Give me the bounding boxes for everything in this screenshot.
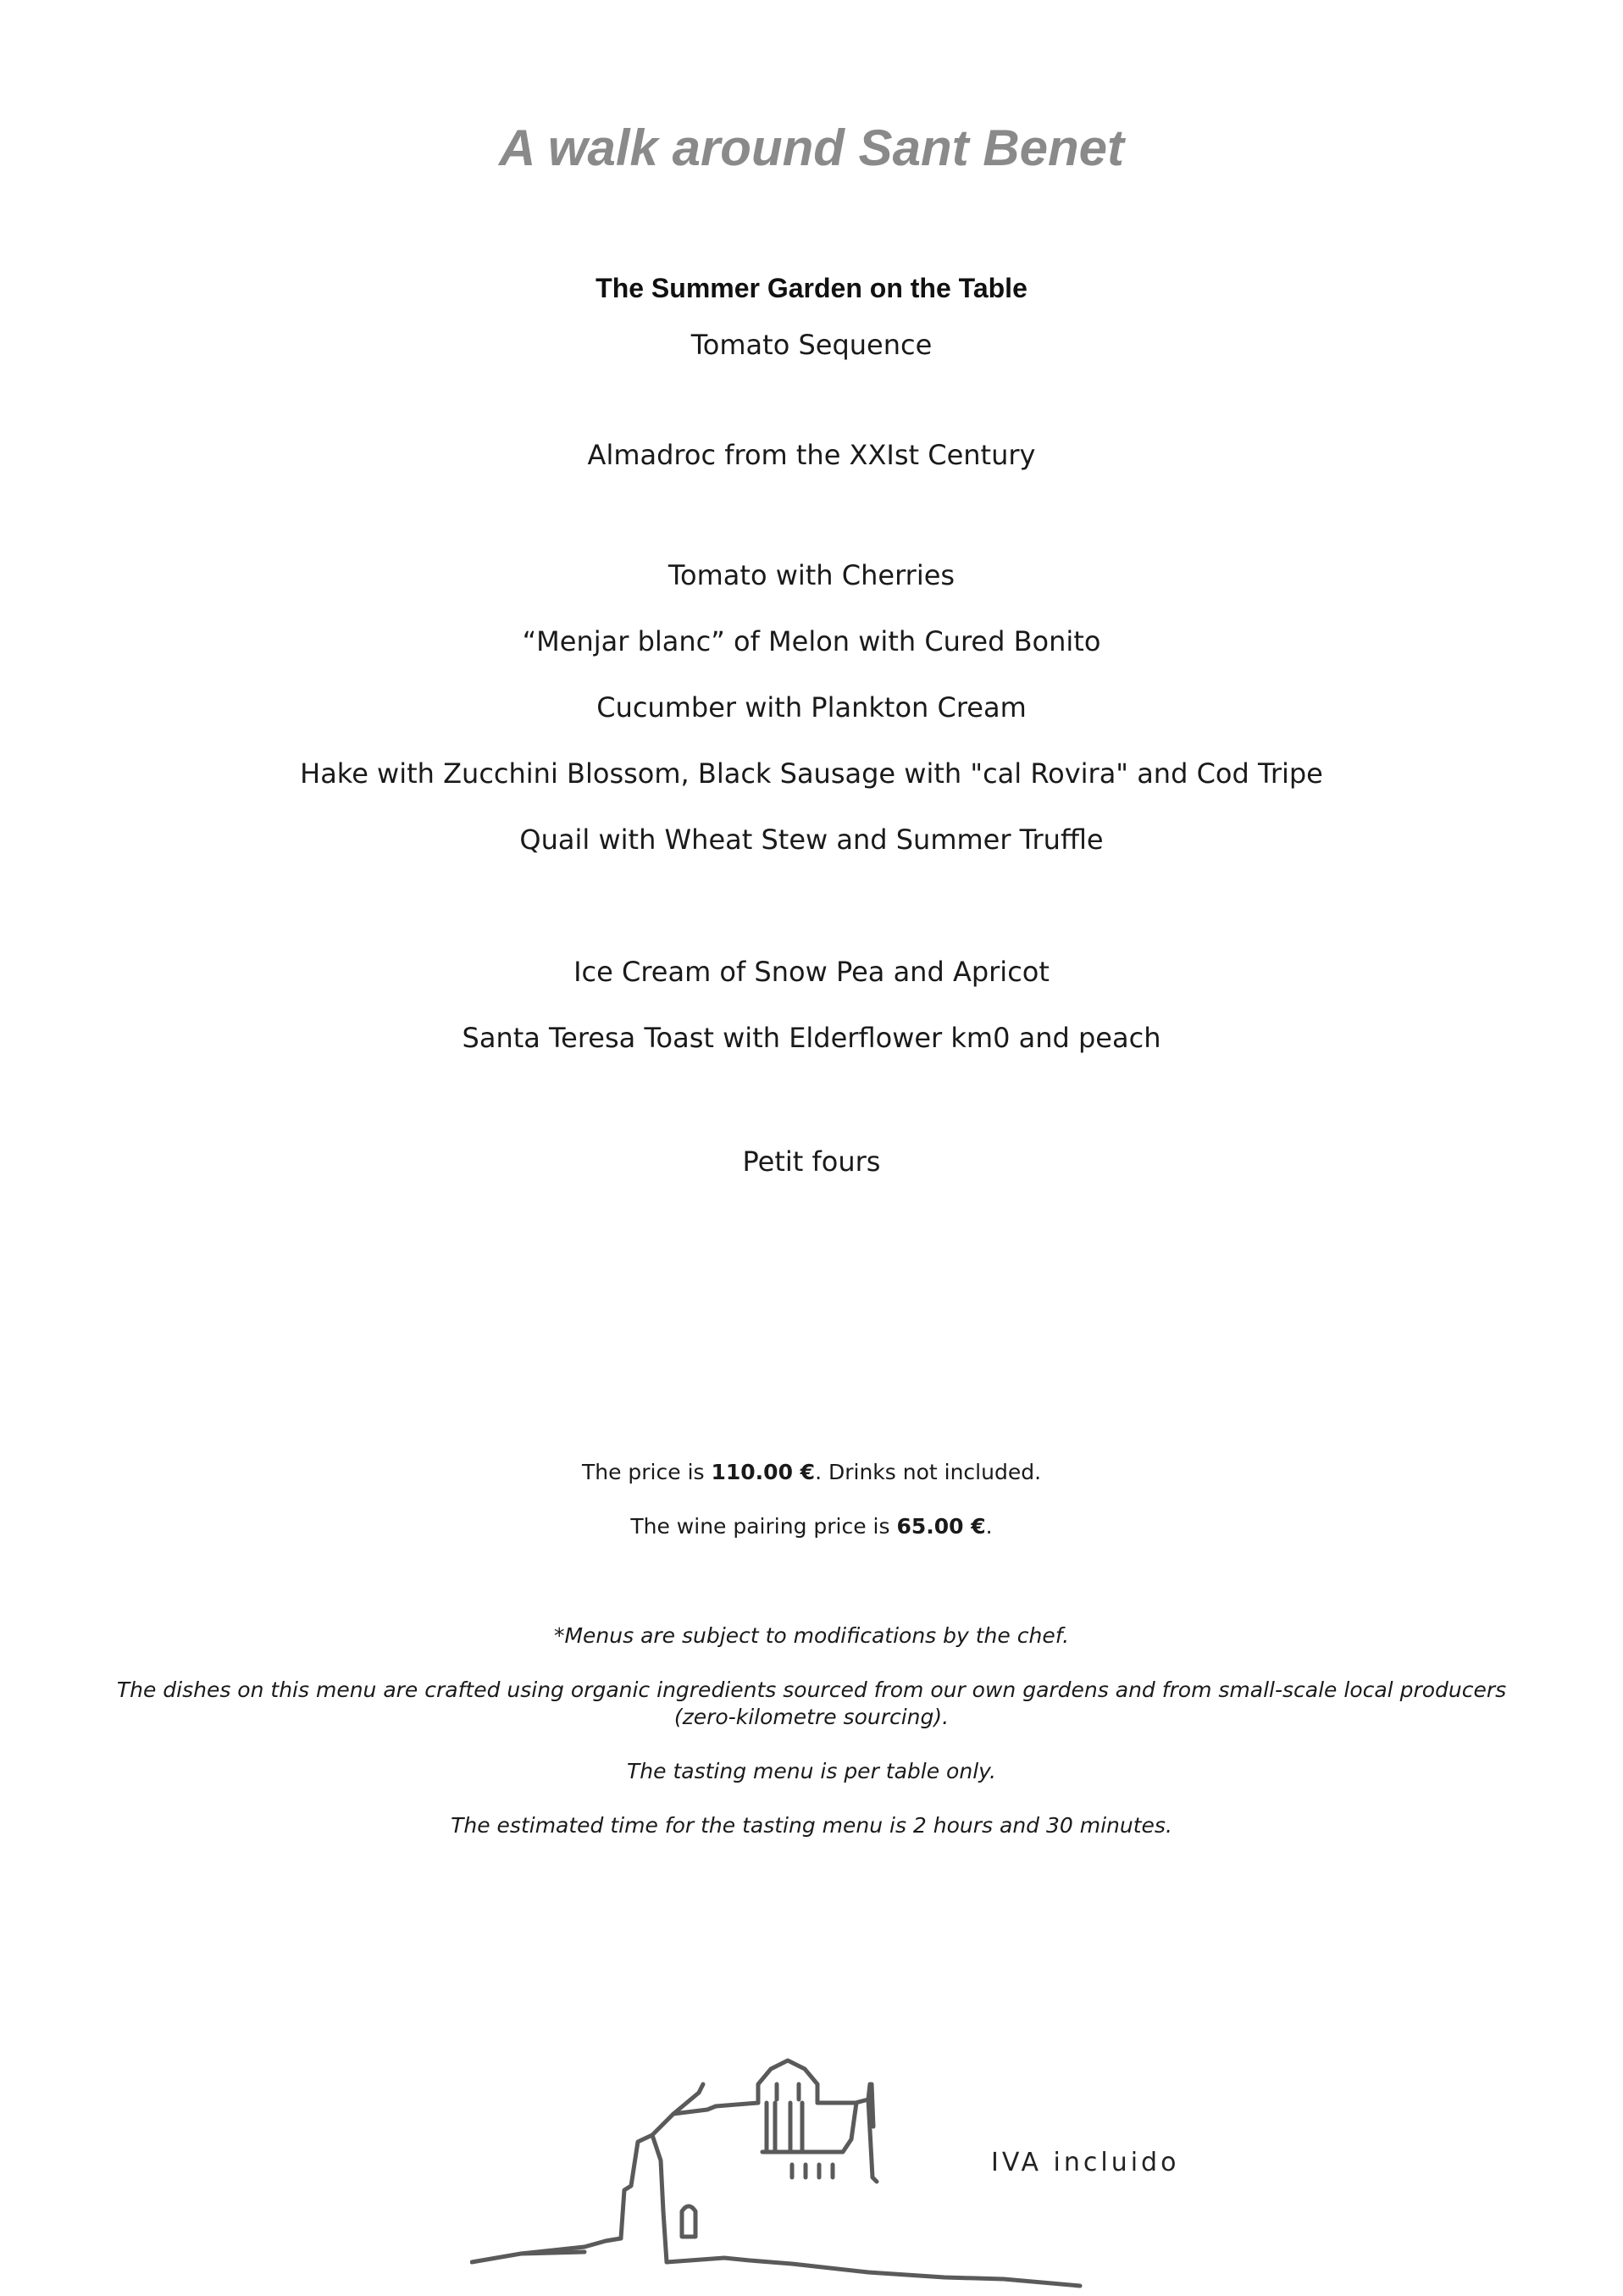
dish-item: “Menjar blanc” of Melon with Cured Bonito — [522, 625, 1101, 657]
wine-price-line — [0, 1514, 1623, 1539]
note-per-table: The tasting menu is per table only. — [627, 1759, 996, 1783]
dish-item: Almadroc from the XXIst Century — [587, 439, 1036, 471]
section-heading: The Summer Garden on the Table — [595, 273, 1028, 303]
iva-label: IVA incluido — [991, 2148, 1180, 2177]
wine-price-value: 65.00 € — [896, 1514, 986, 1539]
menu-price-line — [0, 1460, 1623, 1484]
dish-item: Tomato with Cherries — [667, 559, 956, 591]
note-organic: The dishes on this menu are crafted using organic ingredients sourced from our own gardens and from small-scale local producers (zero-kilometre sourcing). — [116, 1678, 1507, 1729]
dish-item: Tomato Sequence — [690, 329, 933, 361]
wine-price-prefix: The wine pairing price is — [630, 1514, 897, 1539]
menu-price-value: 110.00 € — [711, 1460, 816, 1484]
menu-price-prefix: The price is — [581, 1460, 712, 1484]
menu-title: A walk around Sant Benet — [499, 119, 1124, 176]
dish-item: Petit fours — [742, 1145, 881, 1178]
wine-price-suffix: . — [985, 1514, 993, 1539]
dish-item: Santa Teresa Toast with Elderflower km0 and peach — [462, 1022, 1161, 1054]
dish-item: Quail with Wheat Stew and Summer Truffle — [519, 824, 1104, 856]
dish-item: Hake with Zucchini Blossom, Black Sausage with "cal Rovira" and Cod Tripe — [300, 757, 1323, 790]
dish-item: Cucumber with Plankton Cream — [596, 691, 1027, 724]
menu-price-suffix: . Drinks not included. — [815, 1460, 1042, 1484]
dish-item: Ice Cream of Snow Pea and Apricot — [573, 956, 1050, 988]
note-duration: The estimated time for the tasting menu is 2 hours and 30 minutes. — [451, 1813, 1172, 1838]
note-chef: *Menus are subject to modifications by the chef. — [553, 1623, 1070, 1648]
